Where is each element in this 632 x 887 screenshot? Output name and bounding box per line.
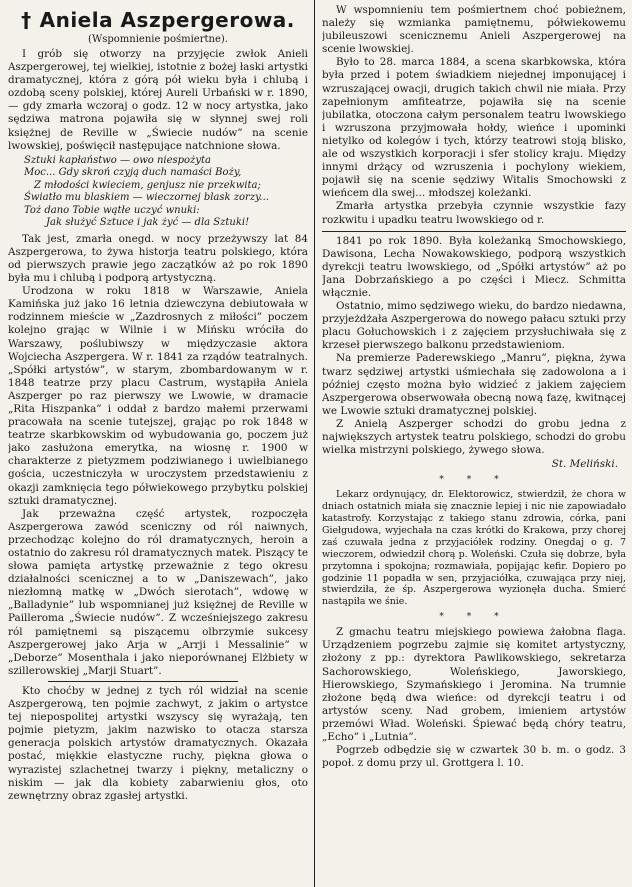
poem-line: Światło mu blaskiem — wieczornej blask zorzy... <box>24 192 269 204</box>
poem-line: Moc... Gdy skroń czyją duch namaści Boży, <box>24 167 242 179</box>
author-signature: St. Meliński. <box>551 458 618 471</box>
cross-symbol: † <box>21 8 32 32</box>
left-column <box>8 4 308 882</box>
article-paragraph: Było to 28. marca 1884, a scena skarbkowska, która była przed i potem świadkiem niejednej imponującej i wzruszającej owacji, drugich takich chwil nie miała. Przy zapełnionym amfiteatrze, pojawiła się na scenie jubilatka, otoczona całym personalem teatru lwowskiego i wzruszona przyjmowała hołdy, wieńce i upominki nietylko od kolegów i tych, którzy teatrowi stoją blisko, ale od wszystkich korporacji i sfer stolicy kraju. Między innymi drżący od wzruszenia i pochylony wiekiem, pojawił się na scenie sędziwy Witalis Smochowski z wieńcem dla swej... młodszej koleżanki. <box>322 56 626 200</box>
article-paragraph: Urodzona w roku 1818 w Warszawie, Aniela Kamińska już jako 16 letnia dziewczyna debiutowała w rodzinnem mieście w „Zazdrosnych z miłości” poczem kolejno grając w Wilnie i w Mińsku wróciła do Warszawy, poślubiwszy w międzyczasie aktora Wojciecha Aszpergera. W r. 1841 za rządów teatralnych. „Spółki artystów”, w starym, zbombardowanym w r. 1848 teatrze przy placu Castrum, wystąpiła Aniela Aszperger po raz pierwszy we Lwowie, w dramacie „Rita Hiszpanka” i oddał z bardzo małemi przerwami pracowała na scenie tutejszej, grając po rok 1848 w teatrze skarbkowskim od wybudowania go, poczem już jako zasłużona emerytka, na wiosnę r. 1900 w charakterze z pietyzmem podziwianego i uwielbianego gościa, uczestniczyła w uroczystem przedstawieniu z okazji zamknięcia tego półwiekowego przybytku polskiej sztuki dramatycznej. <box>8 285 308 507</box>
section-rule <box>322 231 626 232</box>
article-paragraph: 1841 po rok 1890. Była koleżanką Smochowskiego, Dawisona, Lecha Nowakowskiego, podporą wszystkich dyrekcji teatru lwowskiego, od „Spółki artystów” aż po Jana Dobrzańskiego a po części i Miecz. Schmitta włącznie. <box>322 234 626 299</box>
doctor-notice <box>322 489 626 608</box>
article-title <box>8 8 308 32</box>
poem-line: Sztuki kapłaństwo — owo niespożyta <box>24 154 211 166</box>
article-paragraph: Z Anielą Aszperger schodzi do grobu jedna z największych artystek teatru polskiego, schodzi do grobu wielka mistrzyni polskiego, żywego słowa. <box>322 417 626 457</box>
poem-line: Toż dano Tobie wątłe uczyć wnuki: <box>24 204 200 216</box>
poem-line: Jak służyć Sztuce i jak żyć — dla Sztuki! <box>46 217 250 229</box>
notice-paragraph: Pogrzeb odbędzie się w czwartek 30 b. m. o godz. 3 popoł. z domu przy ul. Grottgera l. 10. <box>322 744 626 770</box>
article-title-text: Aniela Aszpergerowa. <box>39 8 295 32</box>
right-column <box>322 4 626 882</box>
notice-paragraph: Lekarz ordynujący, dr. Elektorowicz, stwierdził, że chora w dniach ostatnich miała się znacznie lepiej i nic nie zapowiadało katastrofy. Korzystając z takiego stanu zdrowia, córka, pani Giełgudowa, wyjechała na czas krótki do Krakowa, przy chorej zaś czuwała jedna z przyjaciółek rodziny. Onegdaj o g. 7 wieczorem, odwiedził chorą p. Woleński. Czuła się dobrze, była przytomna i spokojna; rozmawiała, popijając kefir. Dopiero po godzinie 11 popadła w sen, przyjaciółka, czuwająca przy niej, stwierdziła, że śp. Aszpergerowa wyzionęła ducha. Śmierć nastąpiła we śnie. <box>322 489 626 608</box>
article-paragraph: Kto choćby w jednej z tych ról widział na scenie Aszpergerową, ten pojmie zachwyt, z jakim o artystce tej niepospolitej artystki wszyscy się wyrażają, ten pojmie pietyzm, jakim nazwisko to otacza starsza generacja polskich artystów dramatycznych. Okazała postać, miękkie elastyczne ruchy, piękna głowa o wyrazistej szlachetnej twarzy i piękny, metaliczny o niskim — jak dla kobiety zabarwieniu głos, oto zewnętrzny obraz zgasłej artystki. <box>8 684 308 802</box>
poem-line: Z młodości kwieciem, genjusz nie przekwita; <box>34 179 261 191</box>
notice-paragraph: Z gmachu teatru miejskiego powiewa żałobna flaga. Urządzeniem pogrzebu zajmie się komitet artystyczny, złożony z pp.: dyrektora Pawlikowskiego, sekretarza Sachorowskiego, Woleńskiego, Jaworskiego, Hierowskiego, Szymańskiego i Jeromina. Na trumnie złożone będą dwa wieńce: od dyrekcji teatru i od artystów sceny. Nad grobem, imieniem artystów przemówi Wład. Woleński. Śpiewać będą chóry teatru, „Echo” i „Lutnia”. <box>322 626 626 743</box>
article-paragraph: W wspomnieniu tem pośmiertnem choć pobieżnem, należy się wzmianka pamiętnemu, półwiekowemu jubileuszowi scenicznemu Anieli Aszpergerowej na scenie lwowskiej. <box>322 4 626 56</box>
article-paragraph: Tak jest, zmarła onegd. w nocy przeżywszy lat 84 Aszpergerowa, to żywa historja teatru polskiego, która od pierwszych prawie jego zaczątków aż po rok 1890 była mu i chlubą i podporą artystyczną. <box>8 232 308 285</box>
article-paragraph: Zmarła artystka przebyła czynnie wszystkie fazy rozkwitu i upadku teatru lwowskiego od r. <box>322 200 626 226</box>
article-paragraph: Jak przeważna część artystek, rozpoczęła Aszpergerowa zawód sceniczny od ról naiwnych, przechodząc kolejno do ról dramatycznych, heroin a ostatnio do zakresu ról dramatycznych matek. Piszący te słowa pamięta artystkę przeważnie z tego okresu działalności scenicznej a to w „Daniszewach”, jako niezłomną matkę w „Dwóch sierotach”, wdowę w „Balladynie” lub wspomnianej już księżnej de Reville w Pailleroma „Świecie nudów”. Z wcześniejszego zakresu ról pamiętnemi są piszącemu olbrzymie sukcesy Aszpergerowej jako Arja w „Arrji i Messalinie” w „Deborze” Mosenthala i jako nieporównanej Elżbiety w szillerowskiej „Marji Stuart”. <box>8 507 308 677</box>
article-paragraph: Ostatnio, mimo sędziwego wieku, do bardzo niedawna, przyjeżdżała Aszpergerowa do nowego pałacu sztuki przy placu Gołuchowskich i z zajęciem przysłuchiwała się z krzeseł pierwszego balkonu przedstawieniom. <box>322 300 626 352</box>
section-stars: * * * <box>439 612 509 623</box>
article-paragraph: Na premierze Paderewskiego „Manru”, piękna, żywa twarz sędziwej artystki uśmiechała się zadowolona a i później często można było widzieć z jakiem zajęciem Aszpergerowa obserwowała obecną nową fazę, kwitnącej we Lwowie sztuki dramatycznej polskiej. <box>322 352 626 417</box>
column-divider <box>314 0 315 887</box>
article-paragraph: I grób się otworzy na przyjęcie zwłok Anieli Aszpergerowej, tej wielkiej, istotnie z bożej łaski artystki dramatycznej, która z górą pół wieku była i chlubą i ozdobą sceny polskiej, której Aureli Urbański w r. 1890, — gdy zmarła wczoraj o godz. 12 w nocy artystka, jako sędziwa matrona pojawiła się w słynnej swej roli księżnej de Reville w „Świecie nudów” na scenie lwowskiej, poświęcił następujące natchnione słowa. <box>8 48 308 152</box>
article-subtitle: (Wspomnienie pośmiertne). <box>88 34 228 45</box>
section-stars: * * * <box>439 475 509 486</box>
poem <box>24 155 308 230</box>
section-rule <box>48 681 238 682</box>
